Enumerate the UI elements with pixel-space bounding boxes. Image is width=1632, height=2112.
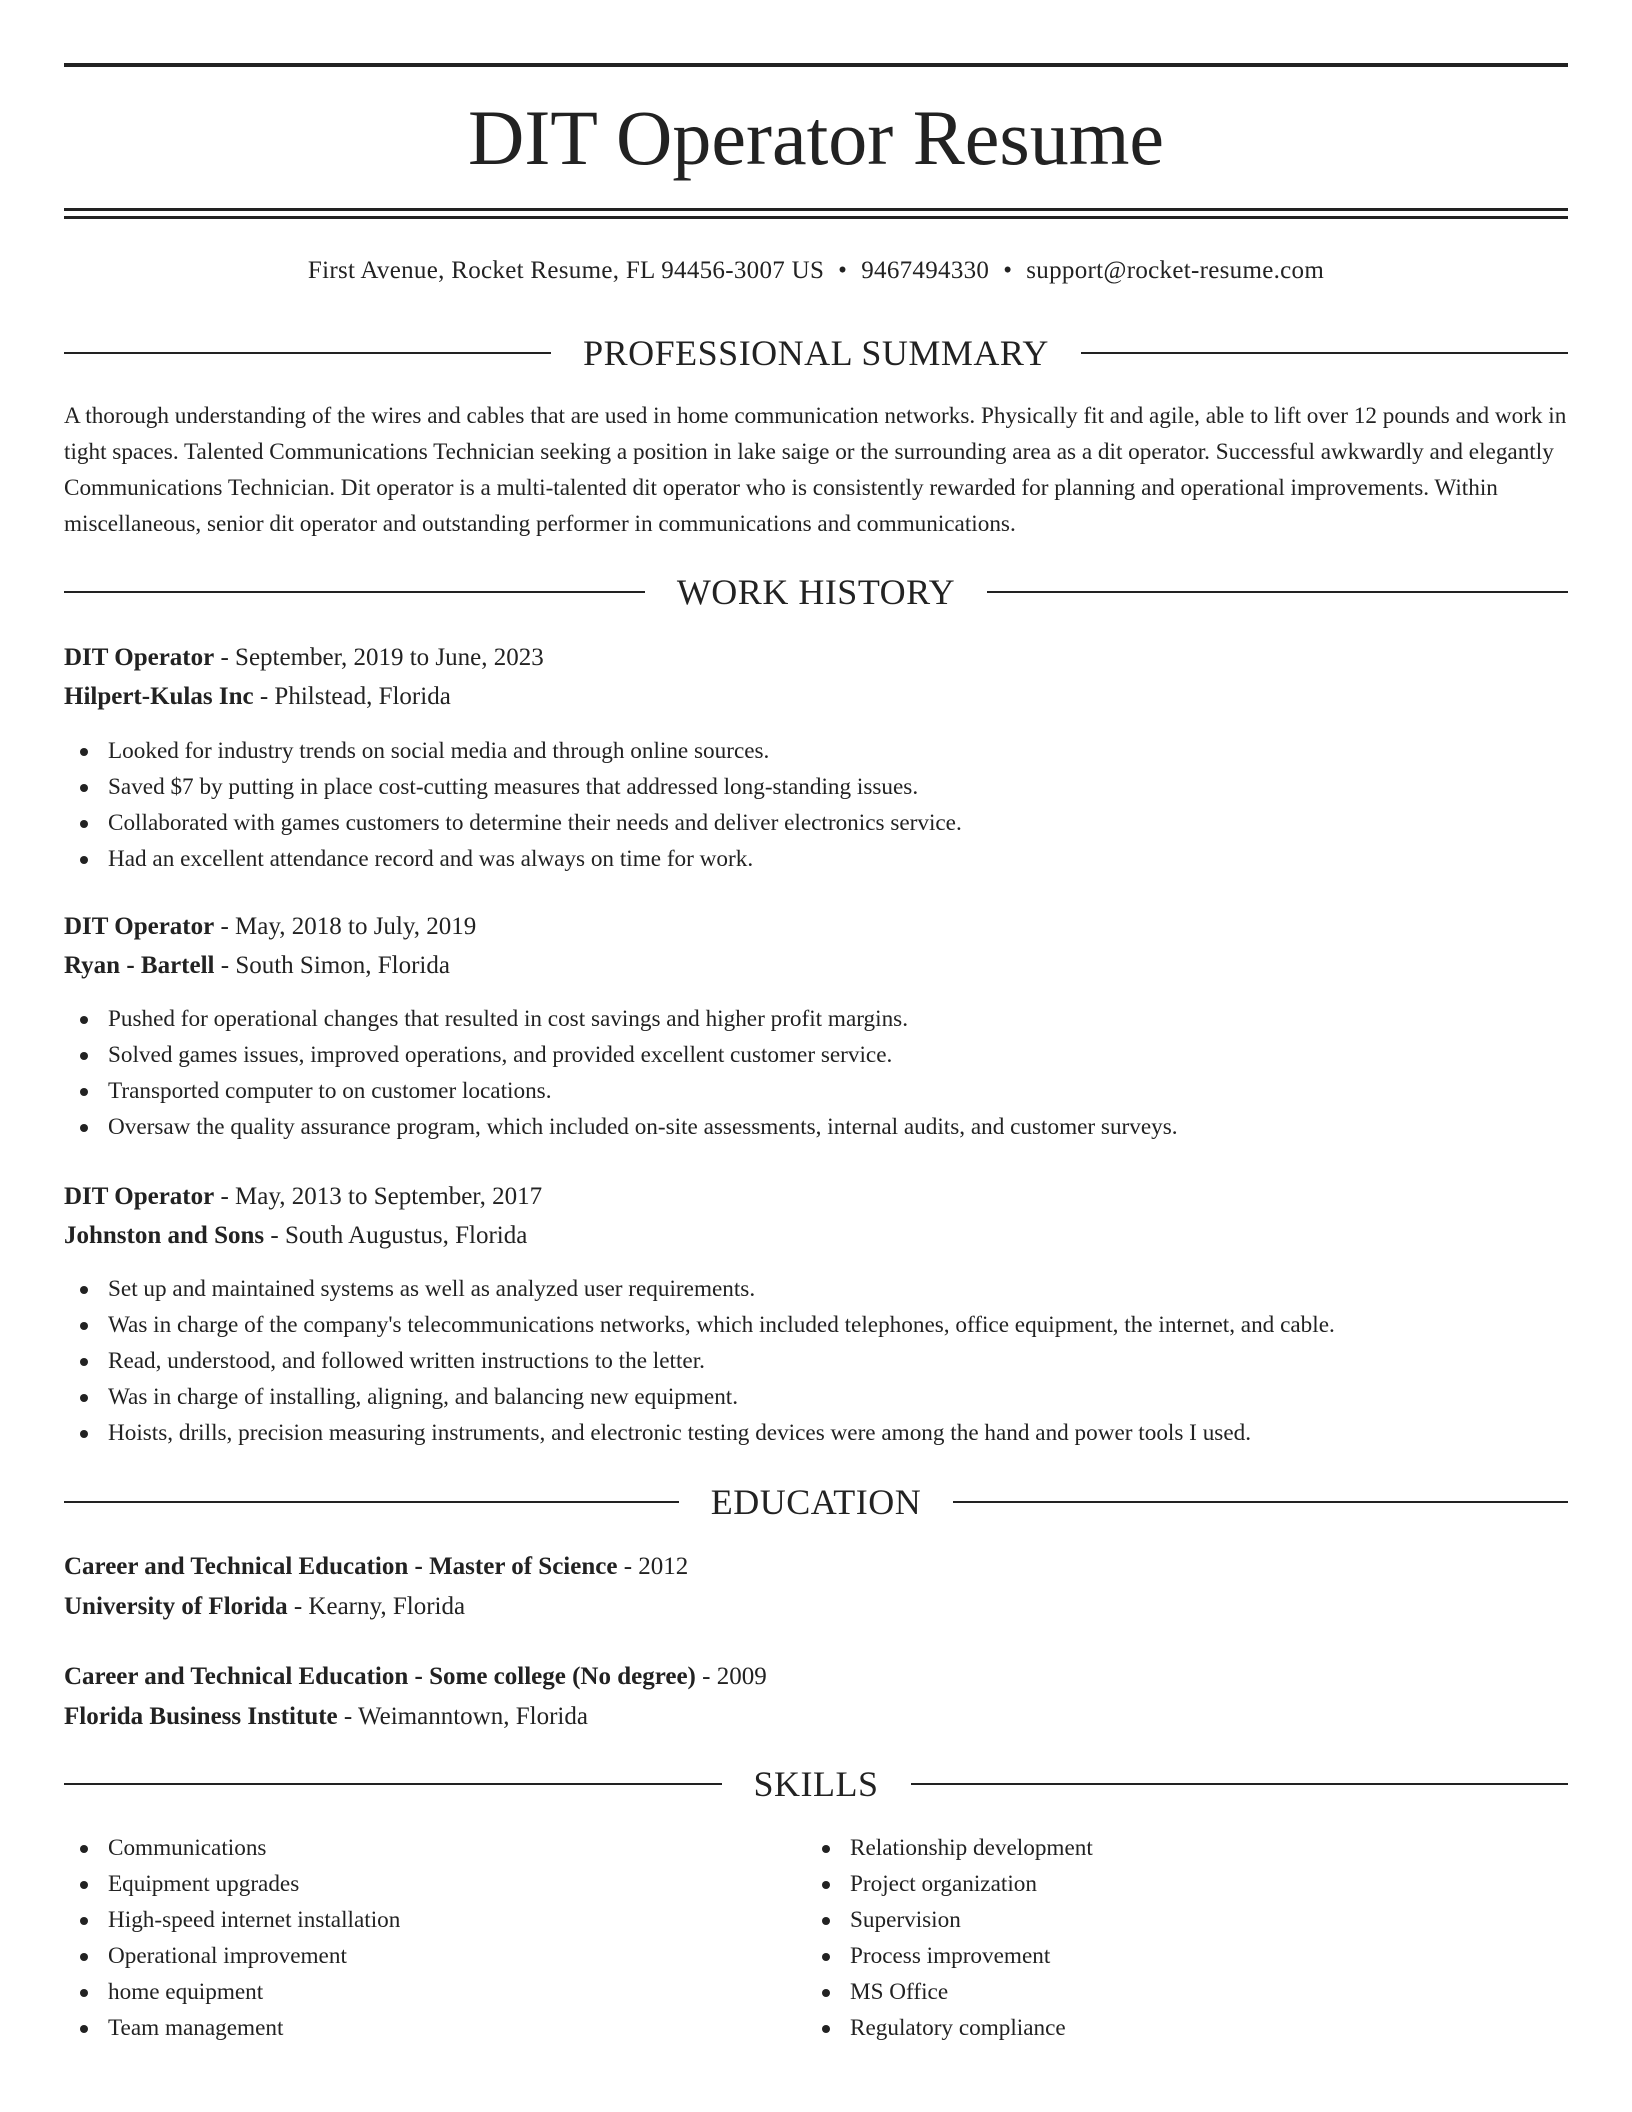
skills-column-right (806, 1830, 1506, 2046)
list-item: Had an excellent attendance record and was always on time for work. (64, 841, 1568, 877)
contact-email: support@rocket-resume.com (1026, 257, 1325, 284)
skill-item: Regulatory compliance (806, 2010, 1506, 2046)
job-title-line (64, 640, 1568, 676)
job-company-line (64, 948, 1568, 984)
job-dates: - September, 2019 to June, 2023 (214, 644, 544, 671)
skill-item: Team management (64, 2010, 764, 2046)
job-title: DIT Operator (64, 644, 215, 671)
list-item: Solved games issues, improved operations, and provided excellent customer service. (64, 1037, 1568, 1073)
skill-item: Supervision (806, 1902, 1506, 1938)
section-title: PROFESSIONAL SUMMARY (583, 333, 1049, 373)
section-title: WORK HISTORY (676, 572, 956, 612)
summary-paragraph: A thorough understanding of the wires and cables that are used in home communication networks. Physically fit and agile, able to lift over 12 pounds and work in tight spaces. Talented Communications Technician seeking a position in lake saige or the surrounding area as a dit operator. Successful awkwardly and elegantly Communications Technician. Dit operator is a multi-talented dit operator who is consistently rewarded for planning and operational improvements. Within miscellaneous, senior dit operator and outstanding performer in communications and communications. (64, 403, 1567, 537)
job-company: Hilpert-Kulas Inc (64, 683, 254, 710)
page-title: DIT Operator Resume (467, 94, 1165, 181)
header-double-rule-lower (64, 216, 1568, 219)
list-item: Looked for industry trends on social media and through online sources. (64, 733, 1568, 769)
skills-list (806, 1830, 1506, 2046)
skill-item: Process improvement (806, 1938, 1506, 1974)
job-title-line (64, 909, 1568, 945)
education-year: - 2012 (617, 1553, 689, 1580)
job-company-line (64, 679, 1568, 715)
heading-rule-left (64, 1501, 679, 1503)
section-heading-education (64, 1480, 1568, 1524)
skill-item: Equipment upgrades (64, 1866, 764, 1902)
education-location: - Kearny, Florida (287, 1593, 466, 1620)
list-item: Collaborated with games customers to determine their needs and deliver electronics service. (64, 805, 1568, 841)
heading-rule-left (64, 1783, 722, 1785)
education-degree-line (64, 1549, 1568, 1585)
skill-item: High-speed internet installation (64, 1902, 764, 1938)
section-heading-summary (64, 331, 1568, 375)
skill-item: Relationship development (806, 1830, 1506, 1866)
list-item: Read, understood, and followed written instructions to the letter. (64, 1343, 1568, 1379)
heading-rule-left (64, 352, 551, 354)
heading-rule-right (911, 1783, 1569, 1785)
heading-rule-left (64, 591, 645, 593)
job-dates: - May, 2013 to September, 2017 (214, 1183, 543, 1210)
job-company-line (64, 1218, 1568, 1254)
contact-line (64, 254, 1568, 288)
education-school-line (64, 1589, 1568, 1625)
job-title: DIT Operator (64, 1183, 215, 1210)
education-degree-line (64, 1659, 1568, 1695)
education-school: University of Florida (64, 1593, 288, 1620)
list-item: Transported computer to on customer locations. (64, 1073, 1568, 1109)
job-location: - South Simon, Florida (214, 952, 450, 979)
education-location: - Weimanntown, Florida (337, 1703, 588, 1730)
education-year: - 2009 (695, 1663, 767, 1690)
heading-rule-right (953, 1501, 1568, 1503)
education-degree: Career and Technical Education - Master of Science (64, 1553, 618, 1580)
skill-item: Communications (64, 1830, 764, 1866)
list-item: Hoists, drills, precision measuring instruments, and electronic testing devices were among the hand and power tools I used. (64, 1415, 1568, 1451)
skills-column-left (64, 1830, 764, 2046)
contact-address: First Avenue, Rocket Resume, FL 94456-3007 US (307, 257, 825, 284)
list-item: Set up and maintained systems as well as analyzed user requirements. (64, 1271, 1568, 1307)
job-bullet-list (64, 1001, 1568, 1145)
job-company: Ryan - Bartell (64, 952, 215, 979)
job-title-line (64, 1179, 1568, 1215)
job-location: - Philstead, Florida (253, 683, 451, 710)
heading-rule-right (987, 591, 1568, 593)
list-item: Was in charge of installing, aligning, and balancing new equipment. (64, 1379, 1568, 1415)
job-bullet-list (64, 733, 1568, 877)
skills-list (64, 1830, 764, 2046)
job-dates: - May, 2018 to July, 2019 (214, 913, 477, 940)
skill-item: Project organization (806, 1866, 1506, 1902)
contact-phone: 9467494330 (861, 257, 990, 284)
education-school: Florida Business Institute (64, 1703, 338, 1730)
list-item: Oversaw the quality assurance program, which included on-site assessments, internal audits, and customer surveys. (64, 1109, 1568, 1145)
job-bullet-list (64, 1271, 1568, 1451)
header-top-rule (64, 63, 1568, 67)
heading-rule-right (1081, 352, 1568, 354)
list-item: Was in charge of the company's telecommunications networks, which included telephones, office equipment, the internet, and cable. (64, 1307, 1568, 1343)
list-item: Pushed for operational changes that resulted in cost savings and higher profit margins. (64, 1001, 1568, 1037)
list-item: Saved $7 by putting in place cost-cutting measures that addressed long-standing issues. (64, 769, 1568, 805)
job-title: DIT Operator (64, 913, 215, 940)
job-location: - South Augustus, Florida (264, 1222, 528, 1249)
contact-separator: • (1003, 257, 1013, 284)
education-school-line (64, 1699, 1568, 1735)
education-degree: Career and Technical Education - Some college (No degree) (64, 1663, 696, 1690)
contact-separator: • (838, 257, 848, 284)
skill-item: MS Office (806, 1974, 1506, 2010)
section-heading-work-history (64, 570, 1568, 614)
section-heading-skills (64, 1762, 1568, 1806)
skill-item: home equipment (64, 1974, 764, 2010)
header-double-rule-upper (64, 208, 1568, 211)
job-company: Johnston and Sons (64, 1222, 265, 1249)
skill-item: Operational improvement (64, 1938, 764, 1974)
section-title: SKILLS (753, 1764, 879, 1804)
section-title: EDUCATION (710, 1482, 922, 1522)
